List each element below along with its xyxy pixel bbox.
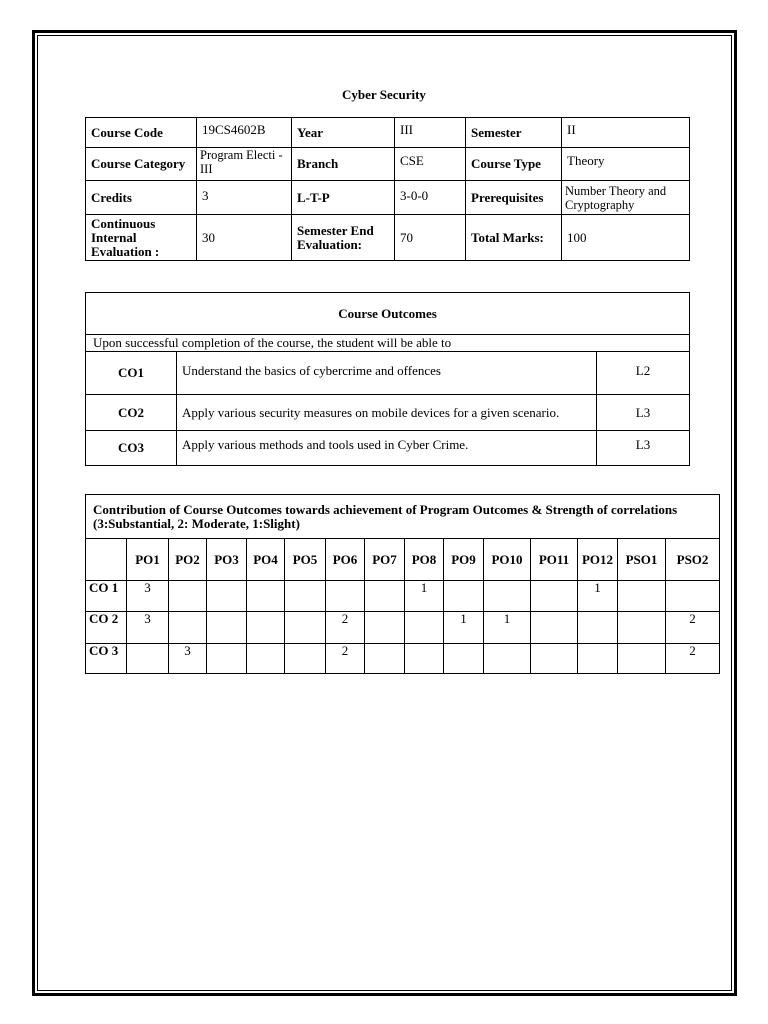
mapping-cell	[127, 644, 169, 674]
course-type-label: Course Type	[466, 148, 562, 181]
course-code-label: Course Code	[86, 118, 197, 148]
mapping-cell: 1	[578, 581, 618, 612]
pso-column-header: PSO1	[618, 539, 666, 581]
mapping-cell: 3	[169, 644, 207, 674]
total-marks-value: 100	[562, 215, 690, 261]
mapping-cell	[531, 612, 578, 644]
co-row-label: CO 2	[86, 612, 127, 644]
po-column-header: PO9	[444, 539, 484, 581]
outcome-code: CO3	[86, 431, 177, 466]
branch-value: CSE	[395, 148, 466, 181]
table-row	[86, 181, 690, 215]
mapping-cell	[326, 581, 365, 612]
mapping-cell	[247, 612, 285, 644]
mapping-cell	[169, 581, 207, 612]
course-outcomes-intro: Upon successful completion of the course, the student will be able to	[86, 335, 690, 352]
po-column-header: PO10	[484, 539, 531, 581]
mapping-cell	[169, 612, 207, 644]
co-po-mapping-table	[85, 494, 720, 674]
co-row-label: CO 3	[86, 644, 127, 674]
ltp-value: 3-0-0	[395, 181, 466, 215]
mapping-cell	[484, 644, 531, 674]
table-row	[86, 495, 720, 539]
po-column-header: PO6	[326, 539, 365, 581]
mapping-cell	[531, 644, 578, 674]
see-label: Semester End Evaluation:	[292, 215, 395, 261]
course-category-value: Program Electi - III	[197, 148, 292, 181]
table-row	[86, 395, 690, 431]
mapping-cell	[247, 581, 285, 612]
outcome-text: Apply various methods and tools used in Cyber Crime.	[177, 431, 597, 466]
mapping-cell	[484, 581, 531, 612]
po-column-header: PO7	[365, 539, 405, 581]
credits-value: 3	[197, 181, 292, 215]
mapping-cell: 2	[666, 612, 720, 644]
mapping-cell	[207, 581, 247, 612]
mapping-cell: 2	[666, 644, 720, 674]
mapping-cell	[285, 644, 326, 674]
table-row	[86, 335, 690, 352]
outcome-level: L2	[597, 352, 690, 395]
table-row	[86, 293, 690, 335]
total-marks-label: Total Marks:	[466, 215, 562, 261]
po-column-header: PO11	[531, 539, 578, 581]
mapping-cell: 1	[444, 612, 484, 644]
mapping-cell	[285, 581, 326, 612]
mapping-cell	[531, 581, 578, 612]
po-column-header: PO3	[207, 539, 247, 581]
course-outcomes-heading: Course Outcomes	[86, 293, 690, 335]
semester-value: II	[562, 118, 690, 148]
mapping-cell: 1	[405, 581, 444, 612]
mapping-cell	[578, 644, 618, 674]
mapping-cell: 3	[127, 581, 169, 612]
mapping-heading: Contribution of Course Outcomes towards achievement of Program Outcomes & Strength of correlations (3:Substantial, 2: Moderate, 1:Slight)	[86, 495, 720, 539]
po-column-header: PO2	[169, 539, 207, 581]
pso-column-header: PSO2	[666, 539, 720, 581]
outcome-text: Understand the basics of cybercrime and offences	[177, 352, 597, 395]
po-column-header: PO12	[578, 539, 618, 581]
empty-header-cell	[86, 539, 127, 581]
document-title: Cyber Security	[342, 87, 426, 102]
mapping-cell	[618, 581, 666, 612]
po-column-header: PO5	[285, 539, 326, 581]
mapping-cell: 2	[326, 644, 365, 674]
outcome-code: CO1	[86, 352, 177, 395]
course-info-table	[85, 117, 690, 261]
table-row	[86, 431, 690, 466]
po-column-header: PO1	[127, 539, 169, 581]
outcome-code: CO2	[86, 395, 177, 431]
mapping-cell	[365, 612, 405, 644]
table-row	[86, 352, 690, 395]
table-row	[86, 148, 690, 181]
mapping-cell	[666, 581, 720, 612]
see-value: 70	[395, 215, 466, 261]
mapping-cell	[405, 612, 444, 644]
credits-label: Credits	[86, 181, 197, 215]
table-row	[86, 539, 720, 581]
mapping-cell	[207, 612, 247, 644]
mapping-cell	[578, 612, 618, 644]
co-row-label: CO 1	[86, 581, 127, 612]
course-outcomes-table	[85, 292, 690, 466]
cie-value: 30	[197, 215, 292, 261]
table-row	[86, 644, 720, 674]
prerequisites-label: Prerequisites	[466, 181, 562, 215]
mapping-cell	[365, 581, 405, 612]
mapping-cell: 2	[326, 612, 365, 644]
course-code-value: 19CS4602B	[197, 118, 292, 148]
mapping-cell: 1	[484, 612, 531, 644]
mapping-cell	[405, 644, 444, 674]
po-column-header: PO4	[247, 539, 285, 581]
year-value: III	[395, 118, 466, 148]
mapping-cell	[444, 644, 484, 674]
year-label: Year	[292, 118, 395, 148]
mapping-cell	[618, 644, 666, 674]
po-column-header: PO8	[405, 539, 444, 581]
branch-label: Branch	[292, 148, 395, 181]
mapping-cell: 3	[127, 612, 169, 644]
ltp-label: L-T-P	[292, 181, 395, 215]
prerequisites-value: Number Theory and Cryptography	[562, 181, 690, 215]
table-row	[86, 118, 690, 148]
mapping-cell	[285, 612, 326, 644]
table-row	[86, 215, 690, 261]
mapping-cell	[247, 644, 285, 674]
mapping-cell	[618, 612, 666, 644]
mapping-cell	[365, 644, 405, 674]
cie-label: Continuous Internal Evaluation :	[86, 215, 197, 261]
course-category-label: Course Category	[86, 148, 197, 181]
table-row	[86, 612, 720, 644]
semester-label: Semester	[466, 118, 562, 148]
mapping-cell	[207, 644, 247, 674]
course-type-value: Theory	[562, 148, 690, 181]
table-row	[86, 581, 720, 612]
outcome-text: Apply various security measures on mobile devices for a given scenario.	[177, 395, 597, 431]
outcome-level: L3	[597, 431, 690, 466]
outcome-level: L3	[597, 395, 690, 431]
mapping-cell	[444, 581, 484, 612]
